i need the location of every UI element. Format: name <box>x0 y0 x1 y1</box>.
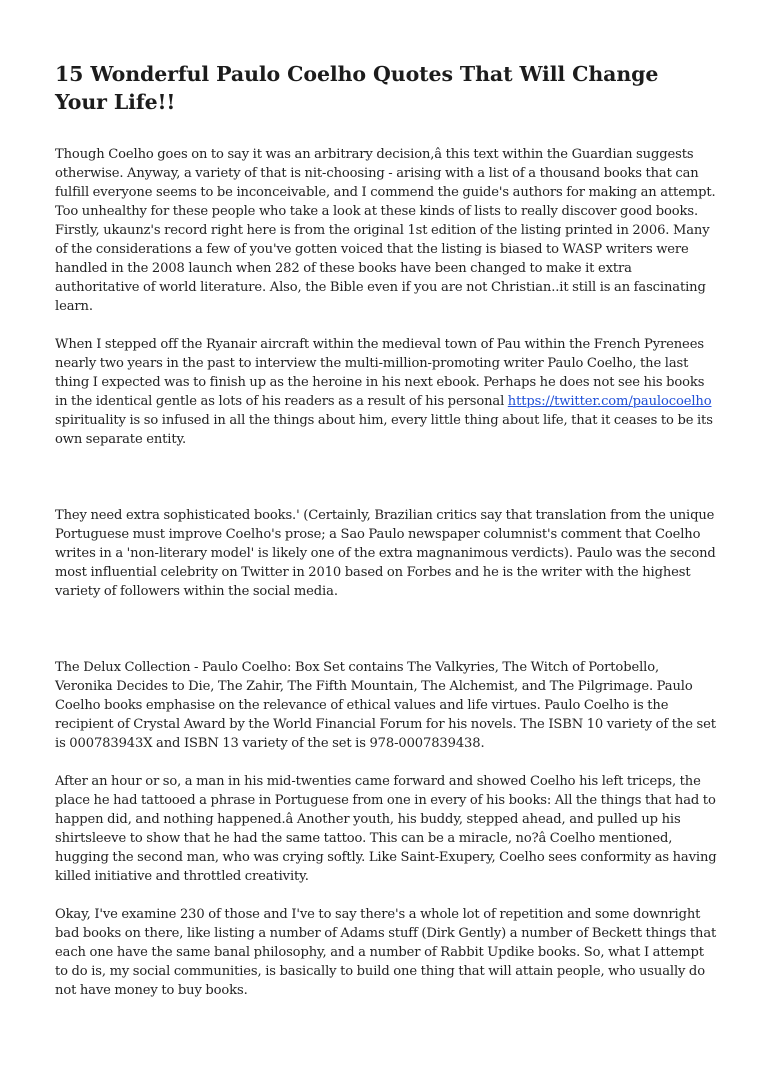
paragraph-2 <box>55 335 717 449</box>
paragraph-3: They need extra sophisticated books.' (Certainly, Brazilian critics say that translation from the unique Portuguese must improve Coelho's prose; a Sao Paulo newspaper columnist's comment that Coelho writes in a 'non-literary model' is likely one of the extra magnanimous verdicts). Paulo was the second most influential celebrity on Twitter in 2010 based on Forbes and he is the writer with the highest variety of followers within the social media. <box>55 508 716 599</box>
paragraph-4: The Delux Collection - Paulo Coelho: Box Set contains The Valkyries, The Witch of Portobello, Veronika Decides to Die, The Zahir, The Fifth Mountain, The Alchemist, and The Pilgrimage. Paulo Coelho books emphasise on the relevance of ethical values and life virtues. Paulo Coelho is the recipient of Crystal Award by the World Financial Forum for his novels. The ISBN 10 variety of the set is 000783943X and ISBN 13 variety of the set is 978-0007839438. <box>55 660 716 751</box>
paragraph-1: Though Coelho goes on to say it was an arbitrary decision,â this text within the Guardian suggests otherwise. Anyway, a variety of that is nit-choosing - arising with a list of a thousand books that can fulfill everyone seems to be inconceivable, and I commend the guide's authors for making an attempt. Too unhealthy for these people who take a look at these kinds of lists to really discover good books. Firstly, ukaunz's record right here is from the original 1st edition of the listing printed in 2006. Many of the considerations a few of you've gotten voiced that the listing is biased to WASP writers were handled in the 2008 launch when 282 of these books have been changed to make it extra authoritative of world literature. Also, the Bible even if you are not Christian..it still is an fascinating learn. <box>55 147 716 314</box>
paragraph-spacer <box>55 449 717 506</box>
paragraph-spacer <box>55 886 717 905</box>
page-title: 15 Wonderful Paulo Coelho Quotes That Will Change Your Life!! <box>55 62 659 114</box>
paragraph-spacer <box>55 316 717 335</box>
paragraph-5: After an hour or so, a man in his mid-twenties came forward and showed Coelho his left triceps, the place he had tattooed a phrase in Portuguese from one in every of his books: All the things that had to happen did, and nothing happened.â Another youth, his buddy, stepped ahead, and pulled up his shirtsleeve to show that he had the same tattoo. This can be a miracle, no?â Coelho mentioned, hugging the second man, who was crying softly. Like Saint-Exupery, Coelho sees conformity as having killed initiative and throttled creativity. <box>55 774 717 884</box>
twitter-link[interactable]: https://twitter.com/paulocoelho <box>507 394 712 409</box>
document-page <box>55 60 717 1000</box>
paragraph-6: Okay, I've examine 230 of those and I've to say there's a whole lot of repetition and some downright bad books on there, like listing a number of Adams stuff (Dirk Gently) a number of Beckett things that each one have the same banal philosophy, and a number of Rabbit Updike books. So, what I attempt to do is, my social communities, is basically to build one thing that will attain people, who usually do not have money to buy books. <box>55 907 717 998</box>
paragraph-2-text-before: When I stepped off the Ryanair aircraft within the medieval town of Pau within the French Pyrenees nearly two years in the past to interview the multi-million-promoting writer Paulo Coelho, the last thing I expected was to finish up as the heroine in his next ebook. Perhaps he does not see his books in the identical gentle as lots of his readers as a result of his personal <box>55 337 705 409</box>
paragraph-2-text-after: spirituality is so infused in all the things about him, every little thing about life, that it ceases to be its own separate entity. <box>55 413 713 447</box>
paragraph-spacer <box>55 753 717 772</box>
paragraph-spacer <box>55 601 717 658</box>
